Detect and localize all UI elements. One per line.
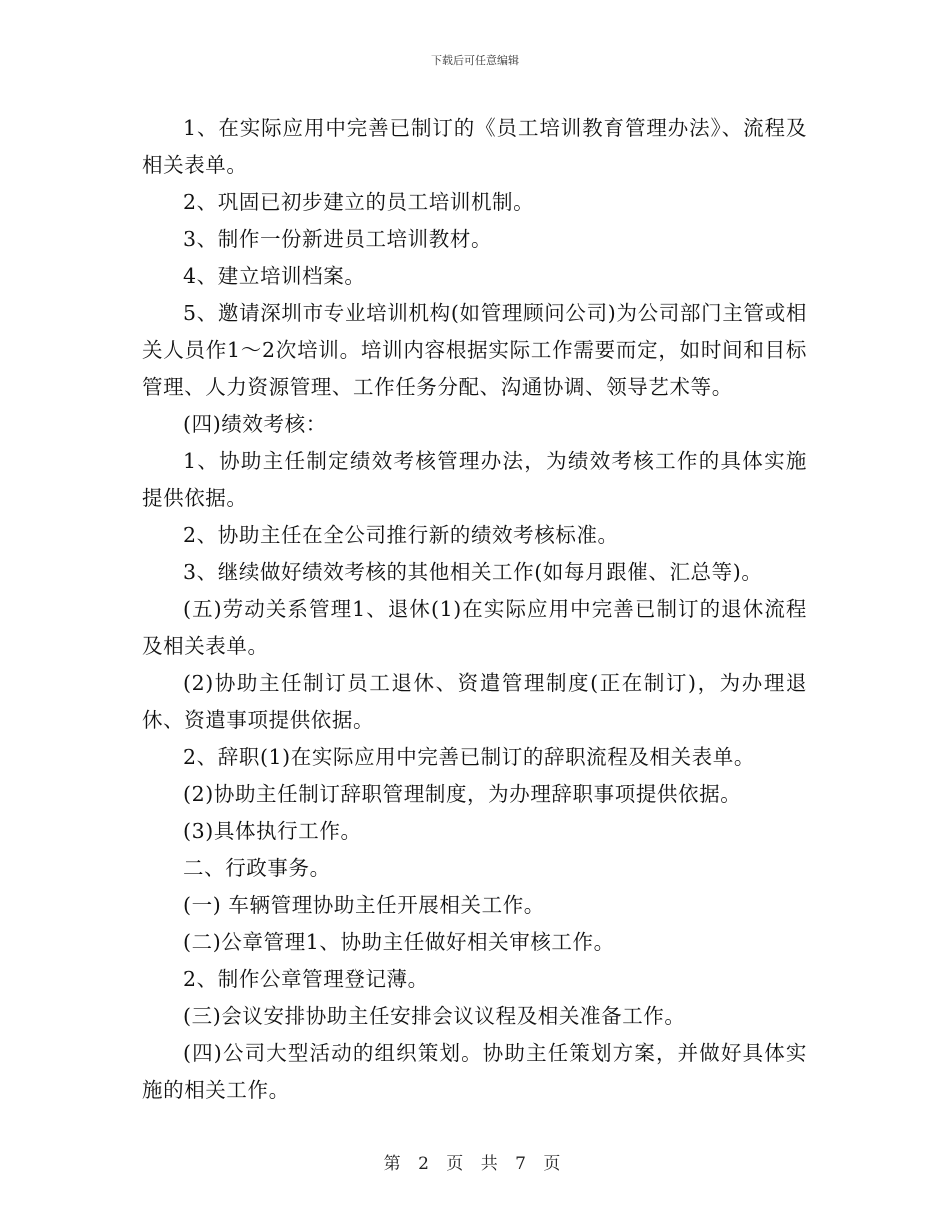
paragraph: 2、辞职(1)在实际应用中完善已制订的辞职流程及相关表单。 <box>183 745 755 769</box>
paragraph: (2)协助主任制订辞职管理制度，为办理辞职事项提供依据。 <box>183 782 742 806</box>
paragraph: (四)公司大型活动的组织策划。协助主任策划方案，并做好具体实施的相关工作。 <box>142 1041 807 1102</box>
document-body <box>142 110 807 1109</box>
section-heading: 二、行政事务。 <box>183 856 331 880</box>
paragraph: (2)协助主任制订员工退休、资遣管理制度(正在制订)，为办理退休、资遣事项提供依据。 <box>142 671 807 732</box>
paragraph: (3)具体执行工作。 <box>183 819 362 843</box>
paragraph: 1、协助主任制定绩效考核管理办法，为绩效考核工作的具体实施提供依据。 <box>142 449 807 510</box>
paragraph: (一) 车辆管理协助主任开展相关工作。 <box>183 893 545 917</box>
paragraph: 3、制作一份新进员工培训教材。 <box>183 227 493 251</box>
paragraph: (五)劳动关系管理1、退休(1)在实际应用中完善已制订的退休流程及相关表单。 <box>142 597 807 658</box>
paragraph: 2、协助主任在全公司推行新的绩效考核标准。 <box>183 523 619 547</box>
paragraph: 5、邀请深圳市专业培训机构(如管理顾问公司)为公司部门主管或相关人员作1～2次培训。培训内容根据实际工作需要而定，如时间和目标管理、人力资源管理、工作任务分配、沟通协调、领导艺术等。 <box>142 301 807 399</box>
paragraph: (三)会议安排协助主任安排会议议程及相关准备工作。 <box>183 1004 686 1028</box>
paragraph: 4、建立培训档案。 <box>183 264 366 288</box>
paragraph: 1、在实际应用中完善已制订的《员工培训教育管理办法》、流程及相关表单。 <box>142 116 807 177</box>
paragraph: 2、制作公章管理登记薄。 <box>183 967 429 991</box>
page-number-footer: 第 2 页 共 7 页 <box>383 1154 567 1174</box>
page-header: 下载后可任意编辑 <box>431 54 519 67</box>
paragraph: 2、巩固已初步建立的员工培训机制。 <box>183 190 535 214</box>
paragraph: (二)公章管理1、协助主任做好相关审核工作。 <box>183 930 615 954</box>
paragraph: 3、继续做好绩效考核的其他相关工作(如每月跟催、汇总等)。 <box>183 560 763 584</box>
section-heading: (四)绩效考核： <box>183 412 327 436</box>
